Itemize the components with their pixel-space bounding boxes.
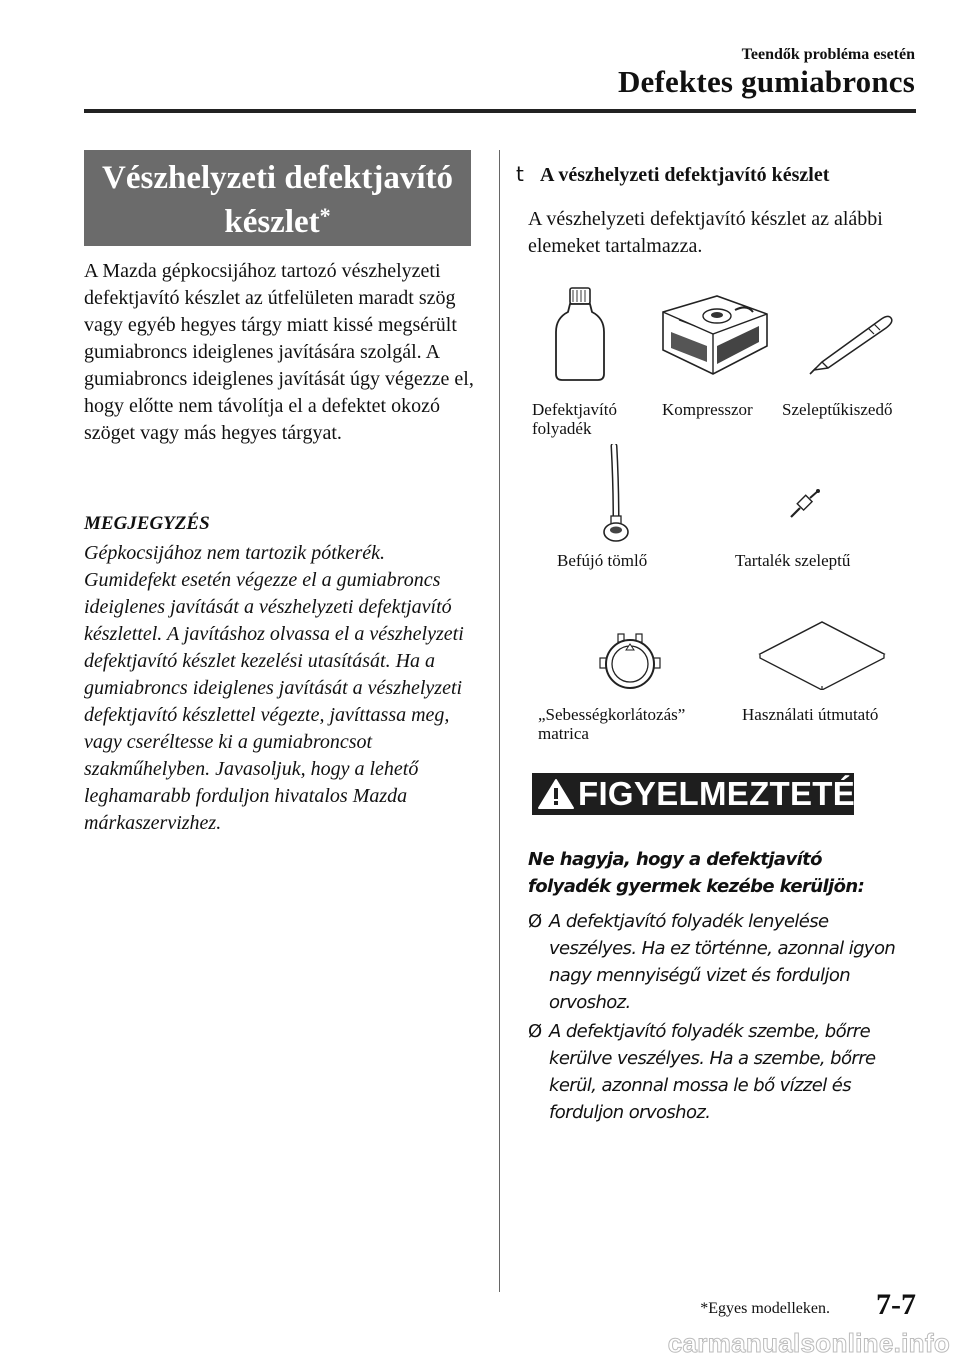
caption-valve-tool: Szeleptűkiszedő (782, 400, 893, 419)
note-text: Gépkocsijához nem tartozik pótkerék. Gumidefekt esetén végezze el a gumiabroncs ideiglenes javítását a vészhelyzeti defektjavító készlettel. A javításhoz olvassa el a vészhelyzeti defektjavító készlet kezelési utasítását. Ha a gumiabroncs ideiglenes javítását a vészhelyzeti defektjavító készlettel végezte, javíttassa meg, vagy cseréltesse ki a gumiabroncsot szakműhelyben. Javasoljuk, hogy a lehető leghamarabb forduljon hivatalos Mazda márkaszervizhez. (84, 542, 464, 834)
header-divider (84, 109, 916, 113)
manual-book-icon (756, 618, 888, 690)
subsection-heading (516, 162, 829, 187)
caption-compressor: Kompresszor (662, 400, 753, 419)
warning-heading: Ne hagyja, hogy a defektjavító folyadék gyermek kezébe kerüljön: (528, 849, 865, 897)
model-asterisk: * (319, 203, 331, 228)
caption-sealant: Defektjavító folyadék (532, 400, 617, 438)
intro-paragraph: A Mazda gépkocsijához tartozó vészhelyzeti defektjavító készlet az útfelületen maradt szög vagy egyéb hegyes tárgy miatt kissé megsérült gumiabroncs ideiglenes javítására szolgál. A gumiabroncs ideiglenes javítását úgy végezze el, hogy előtte nem távolítja el a defektet okozó szöget vagy más hegyes tárgyat. (84, 260, 474, 444)
sealant-bottle-icon (552, 286, 608, 382)
section-title-line1: Vészhelyzeti defektjavító (102, 160, 453, 196)
section-title-box (84, 150, 471, 246)
section-title-line2: készlet* (224, 203, 331, 240)
caption-sticker: „Sebességkorlátozás” matrica (538, 705, 686, 743)
chapter-subtitle: Teendők probléma esetén (741, 46, 915, 63)
bullet-arrow-icon: Ø (528, 911, 542, 932)
caption-manual: Használati útmutató (742, 705, 879, 724)
warning-label: FIGYELMEZTETÉS (578, 775, 878, 812)
inflation-hose-icon (598, 444, 638, 544)
compressor-icon (655, 290, 773, 380)
valve-core-tool-icon (808, 310, 894, 376)
warning-bullet: Ø A defektjavító folyadék lenyelése veszélyes. Ha ez történne, azonnal igyon nagy mennyiségű vizet és forduljon orvoshoz. (528, 908, 918, 1016)
source-watermark: carmanualsonline.info (667, 1328, 950, 1358)
subsection-marker: t (516, 162, 524, 186)
warning-triangle-icon (537, 778, 575, 810)
note-heading: MEGJEGYZÉS (84, 513, 210, 534)
page-number: 7-7 (876, 1288, 916, 1321)
column-divider (499, 150, 500, 1292)
bullet-arrow-icon: Ø (528, 1021, 542, 1042)
caption-spare-valve: Tartalék szeleptű (735, 551, 851, 570)
subsection-title: A vészhelyzeti defektjavító készlet (540, 164, 830, 186)
footnote: *Egyes modelleken. (700, 1300, 830, 1317)
caption-hose: Befújó tömlő (557, 551, 648, 570)
warning-bullet: Ø A defektjavító folyadék szembe, bőrre kerülve veszélyes. Ha a szembe, bőrre kerül, azonnal mossa le bő vízzel és forduljon orvoshoz. (528, 1018, 918, 1126)
chapter-title: Defektes gumiabroncs (617, 64, 915, 99)
kit-intro: A vészhelyzeti defektjavító készlet az alábbi elemeket tartalmazza. (528, 208, 883, 257)
spare-valve-core-icon (788, 488, 822, 520)
speed-limit-sticker-icon (598, 632, 662, 694)
